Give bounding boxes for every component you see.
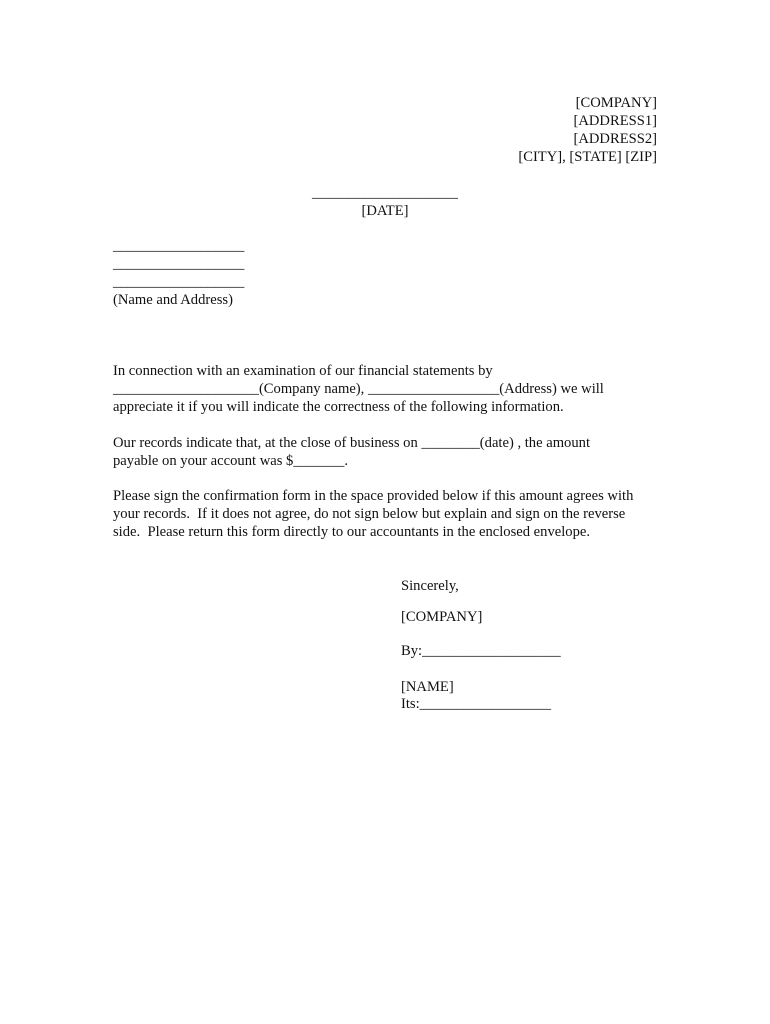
closing-sincerely: Sincerely, <box>401 578 459 594</box>
closing-by-line: By:___________________ <box>401 643 561 659</box>
letterhead-company: [COMPANY] <box>575 95 657 111</box>
body-paragraph-3-line-2: your records. If it does not agree, do not sign below but explain and sign on the reverse <box>113 506 626 522</box>
closing-name: [NAME] <box>401 679 454 695</box>
body-paragraph-1-line-2: ____________________(Company name), __________________(Address) we will <box>113 381 604 397</box>
recipient-blank-line-2: __________________ <box>113 256 245 272</box>
date-blank-line: ____________________ <box>312 185 458 201</box>
closing-company: [COMPANY] <box>401 609 483 625</box>
date-label: [DATE] <box>361 203 409 219</box>
letterhead-address2: [ADDRESS2] <box>573 131 657 147</box>
body-paragraph-1-line-3: appreciate it if you will indicate the correctness of the following information. <box>113 399 564 415</box>
body-paragraph-2-line-1: Our records indicate that, at the close of business on ________(date) , the amount <box>113 435 591 451</box>
closing-its-line: Its:__________________ <box>401 696 551 712</box>
recipient-blank-line-3: __________________ <box>113 274 245 290</box>
letterhead-city-state-zip: [CITY], [STATE] [ZIP] <box>518 149 657 165</box>
body-paragraph-2-line-2: payable on your account was $_______. <box>113 453 349 469</box>
body-paragraph-3-line-3: side. Please return this form directly to our accountants in the enclosed envelope. <box>113 524 590 540</box>
body-paragraph-3-line-1: Please sign the confirmation form in the space provided below if this amount agrees with <box>113 488 634 504</box>
recipient-blank-line-1: __________________ <box>113 238 245 254</box>
recipient-label: (Name and Address) <box>113 292 233 308</box>
body-paragraph-1-line-1: In connection with an examination of our financial statements by <box>113 363 493 379</box>
letterhead-address1: [ADDRESS1] <box>573 113 657 129</box>
